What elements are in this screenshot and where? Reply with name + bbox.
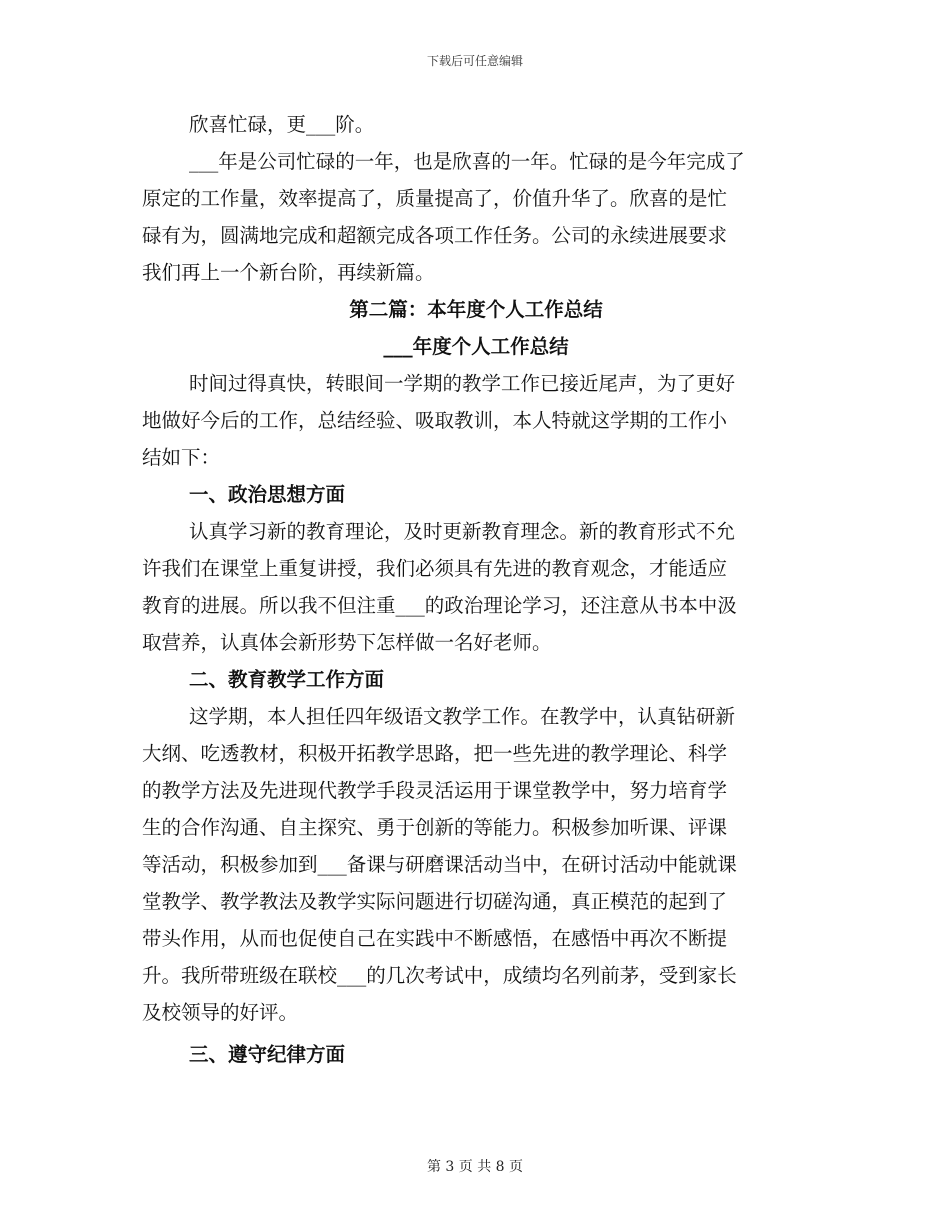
text-line: ___年是公司忙碌的一年，也是欣喜的一年。忙碌的是今年完成了 xyxy=(189,150,745,173)
text-line: 堂教学、教学教法及教学实际问题进行切磋沟通，真正模范的起到了 xyxy=(142,890,728,913)
text-line: 认真学习新的教育理论，及时更新教育理念。新的教育形式不允 xyxy=(189,520,736,543)
subheading-teaching: 二、教育教学工作方面 xyxy=(189,668,385,691)
text-line: 带头作用，从而也促使自己在实践中不断感悟，在感悟中再次不断提 xyxy=(142,927,728,950)
text-line: 我们再上一个新台阶，再续新篇。 xyxy=(142,261,435,284)
text-line: 生的合作沟通、自主探究、勇于创新的等能力。积极参加听课、评课 xyxy=(142,816,728,839)
section-title: 第二篇：本年度个人工作总结 xyxy=(349,298,603,321)
article-title: ___年度个人工作总结 xyxy=(383,335,569,358)
text-line: 欣喜忙碌，更___阶。 xyxy=(189,113,375,136)
text-line: 大纲、吃透教材，积极开拓教学思路，把一些先进的教学理论、科学 xyxy=(142,742,728,765)
subheading-politics: 一、政治思想方面 xyxy=(189,483,346,506)
text-line: 升。我所带班级在联校___的几次考试中，成绩均名列前茅，受到家长 xyxy=(142,964,737,987)
text-line: 许我们在课堂上重复讲授，我们必须具有先进的教育观念，才能适应 xyxy=(142,557,728,580)
text-line: 原定的工作量，效率提高了，质量提高了，价值升华了。欣喜的是忙 xyxy=(142,187,728,210)
text-line: 地做好今后的工作，总结经验、吸取教训，本人特就这学期的工作小 xyxy=(142,409,728,432)
text-line: 取营养，认真体会新形势下怎样做一名好老师。 xyxy=(142,631,552,654)
text-line: 等活动，积极参加到___备课与研磨课活动当中，在研讨活动中能就课 xyxy=(142,853,737,876)
text-line: 时间过得真快，转眼间一学期的教学工作已接近尾声，为了更好 xyxy=(189,372,736,395)
text-line: 这学期，本人担任四年级语文教学工作。在教学中，认真钻研新 xyxy=(189,705,736,728)
text-line: 的教学方法及先进现代教学手段灵活运用于课堂教学中，努力培育学 xyxy=(142,779,728,802)
text-line: 结如下： xyxy=(142,446,221,469)
document-body xyxy=(142,106,810,1073)
page-header: 下载后可任意编辑 xyxy=(426,54,523,68)
subheading-discipline: 三、遵守纪律方面 xyxy=(189,1043,346,1066)
text-line: 及校领导的好评。 xyxy=(142,1001,299,1024)
page-number: 第 3 页 共 8 页 xyxy=(426,1159,524,1175)
text-line: 碌有为，圆满地完成和超额完成各项工作任务。公司的永续进展要求 xyxy=(142,224,728,247)
text-line: 教育的进展。所以我不但注重___的政治理论学习，还注意从书本中汲 xyxy=(142,594,737,617)
